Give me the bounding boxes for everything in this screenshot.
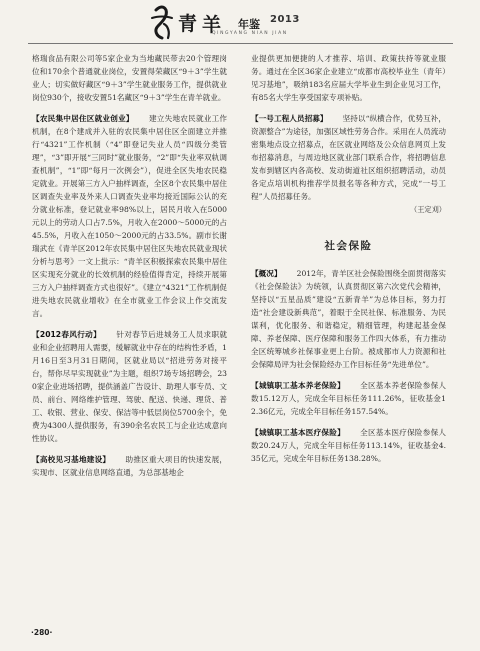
right-column [251,52,446,465]
entry-heading: 【2012春风行动】 [32,330,102,339]
entry-heading: 【一号工程人员招募】 [251,114,328,123]
masthead [148,4,338,48]
paragraph-text: 针对春节后进城务工人员求职就业和企业招聘用人需要，缓解就业中存在的结构性矛盾，1月16日至3月31日期间，区就业局以“招进劳务对接平台，帮你尽早实现就业”为主题，组织7场专场招聘会，230家企业进场招聘，提供涵盖广告设计、助理人事专员、文员、前台、网络维护管理、驾驶、配送、快递、理货、普工、收银、营业、保安、保洁等中低层岗位5700余个，免费为4300人提供服务，有390余名农民工与企业达成意向性协议。 [32,330,227,443]
entry-heading: 【城镇职工基本医疗保险】 [251,428,345,437]
header-divider [28,43,453,44]
paragraph [251,267,446,371]
paragraph-text: 助推区重大项目的快速发展，实现市、区就业信息网络直通，为总部基地企 [32,455,228,477]
paragraph-text: 坚持以“纵横合作，优势互补，资源整合”为途径，加强区域性劳务合作。采用在人员流动密集地点设立招募点，在区就业网络及公众信息网页上发布招募消息，与周边地区就业部门联系合作，将招聘信息发布到辖区内各高校、发动街道社区组织招聘活动，动员各定点培训机构推荐学员报名等各种方式，完成“一号工程”人员招募任务。 [251,114,446,201]
paragraph-text: 全区基本医疗保险参保人数20.24万人，完成全年目标任务113.14%，征收基金4.35亿元，完成全年目标任务138.28%。 [251,428,447,463]
entry-heading: 【概况】 [251,269,282,278]
paragraph-text: 建立失地农民就业工作机制，在8个建成并入驻的农民集中居住区全面建立并推行“4321”工作机制（“4”即登记失业人员“四级分类管理”，“3”即开展“三同时”就业服务，“2”即“失业率双轨调查机制”，“1”即“每月一次例会”），促进全区失地农民稳定就业。开展第三方入户抽样调查，全区8个农民集中居住区调查失业率及外来人口调查失业率均接近国际公认的充分就业标准，登记就业率98%以上，居民月收入在5000元以上的劳动人口占7.5%，月收入在2000～5000元的占45.5%，月收入在1050～2000元的占33.5%。副市长谢瑞武在《青羊区2012年农民集中居住区失地农民就业现状分析与思考》一文上批示：“青羊区积极探索农民集中居住区实现充分就业的长效机制的经验值得肯定，持续开展第三方入户抽样调查方式也很好”。《建立“4321”工作机制促进失地农民就业增收》在全市就业工作会议上作交流发言。 [32,114,228,318]
header-year: 2013 [270,14,300,25]
header-pinyin: QINGYANG NIAN JIAN [212,31,288,36]
paragraph [32,112,227,320]
paragraph-text: 业提供更加便捷的人才推荐、培训、政策扶持等就业服务。通过在全区36家企业建立“成都市高校毕业生（青年）见习基地”，吸纳183名应届大学毕业生到企业见习工作，有85名大学生享受国家专项补贴。 [251,54,446,102]
paragraph [251,52,446,104]
paragraph [251,426,446,465]
left-column [32,52,227,479]
paragraph-text: 全区基本养老保险参保人数15.12万人，完成全年目标任务111.26%，征收基金12.36亿元，完成全年目标任务157.54%。 [251,381,447,416]
paragraph [32,328,227,445]
paragraph [32,453,227,479]
paragraph-text: 格瑞食品有限公司等5家企业为当地藏民带去20个管理岗位和170余个普通就业岗位，安置得荣藏区“9＋3”学生就业人；切实做好藏区“9＋3”学生就业服务工作，提供就业岗位930个，接收安置51名藏区“9＋3”学生在青羊就业。 [32,54,227,102]
paragraph [32,52,227,104]
paragraph [251,379,446,418]
entry-heading: 【高校见习基地建设】 [32,455,111,464]
svg-text:年鉴: 年鉴 [238,18,260,31]
author-credit: （王定刈） [410,205,446,214]
page-number: ·280· [31,628,53,637]
entry-heading: 【城镇职工基本养老保险】 [251,381,345,390]
svg-text:青: 青 [178,13,198,35]
paragraph-text: 2012年，青羊区社会保险围绕全面贯彻落实《社会保险法》为统领，认真贯彻区第六次党代会精神，坚持以“五星品质”建设“五新青羊”为总体目标，努力打造“社会建设新典范”，着眼于全民社保、标准服务、为民谋利，优化服务、和谐稳定，精细管理，构建起基金保障、养老保障、医疗保障和服务工作四大体系，有力推动全区统筹城乡社保事业更上台阶。被成都市人力资源和社会保障局评为社会保险经办工作目标任务“先进单位”。 [251,269,447,369]
section-title: 社会保险 [324,240,373,252]
paragraph [251,112,446,203]
svg-text:羊: 羊 [202,14,222,36]
entry-heading: 【农民集中居住区就业创业】 [32,114,134,123]
